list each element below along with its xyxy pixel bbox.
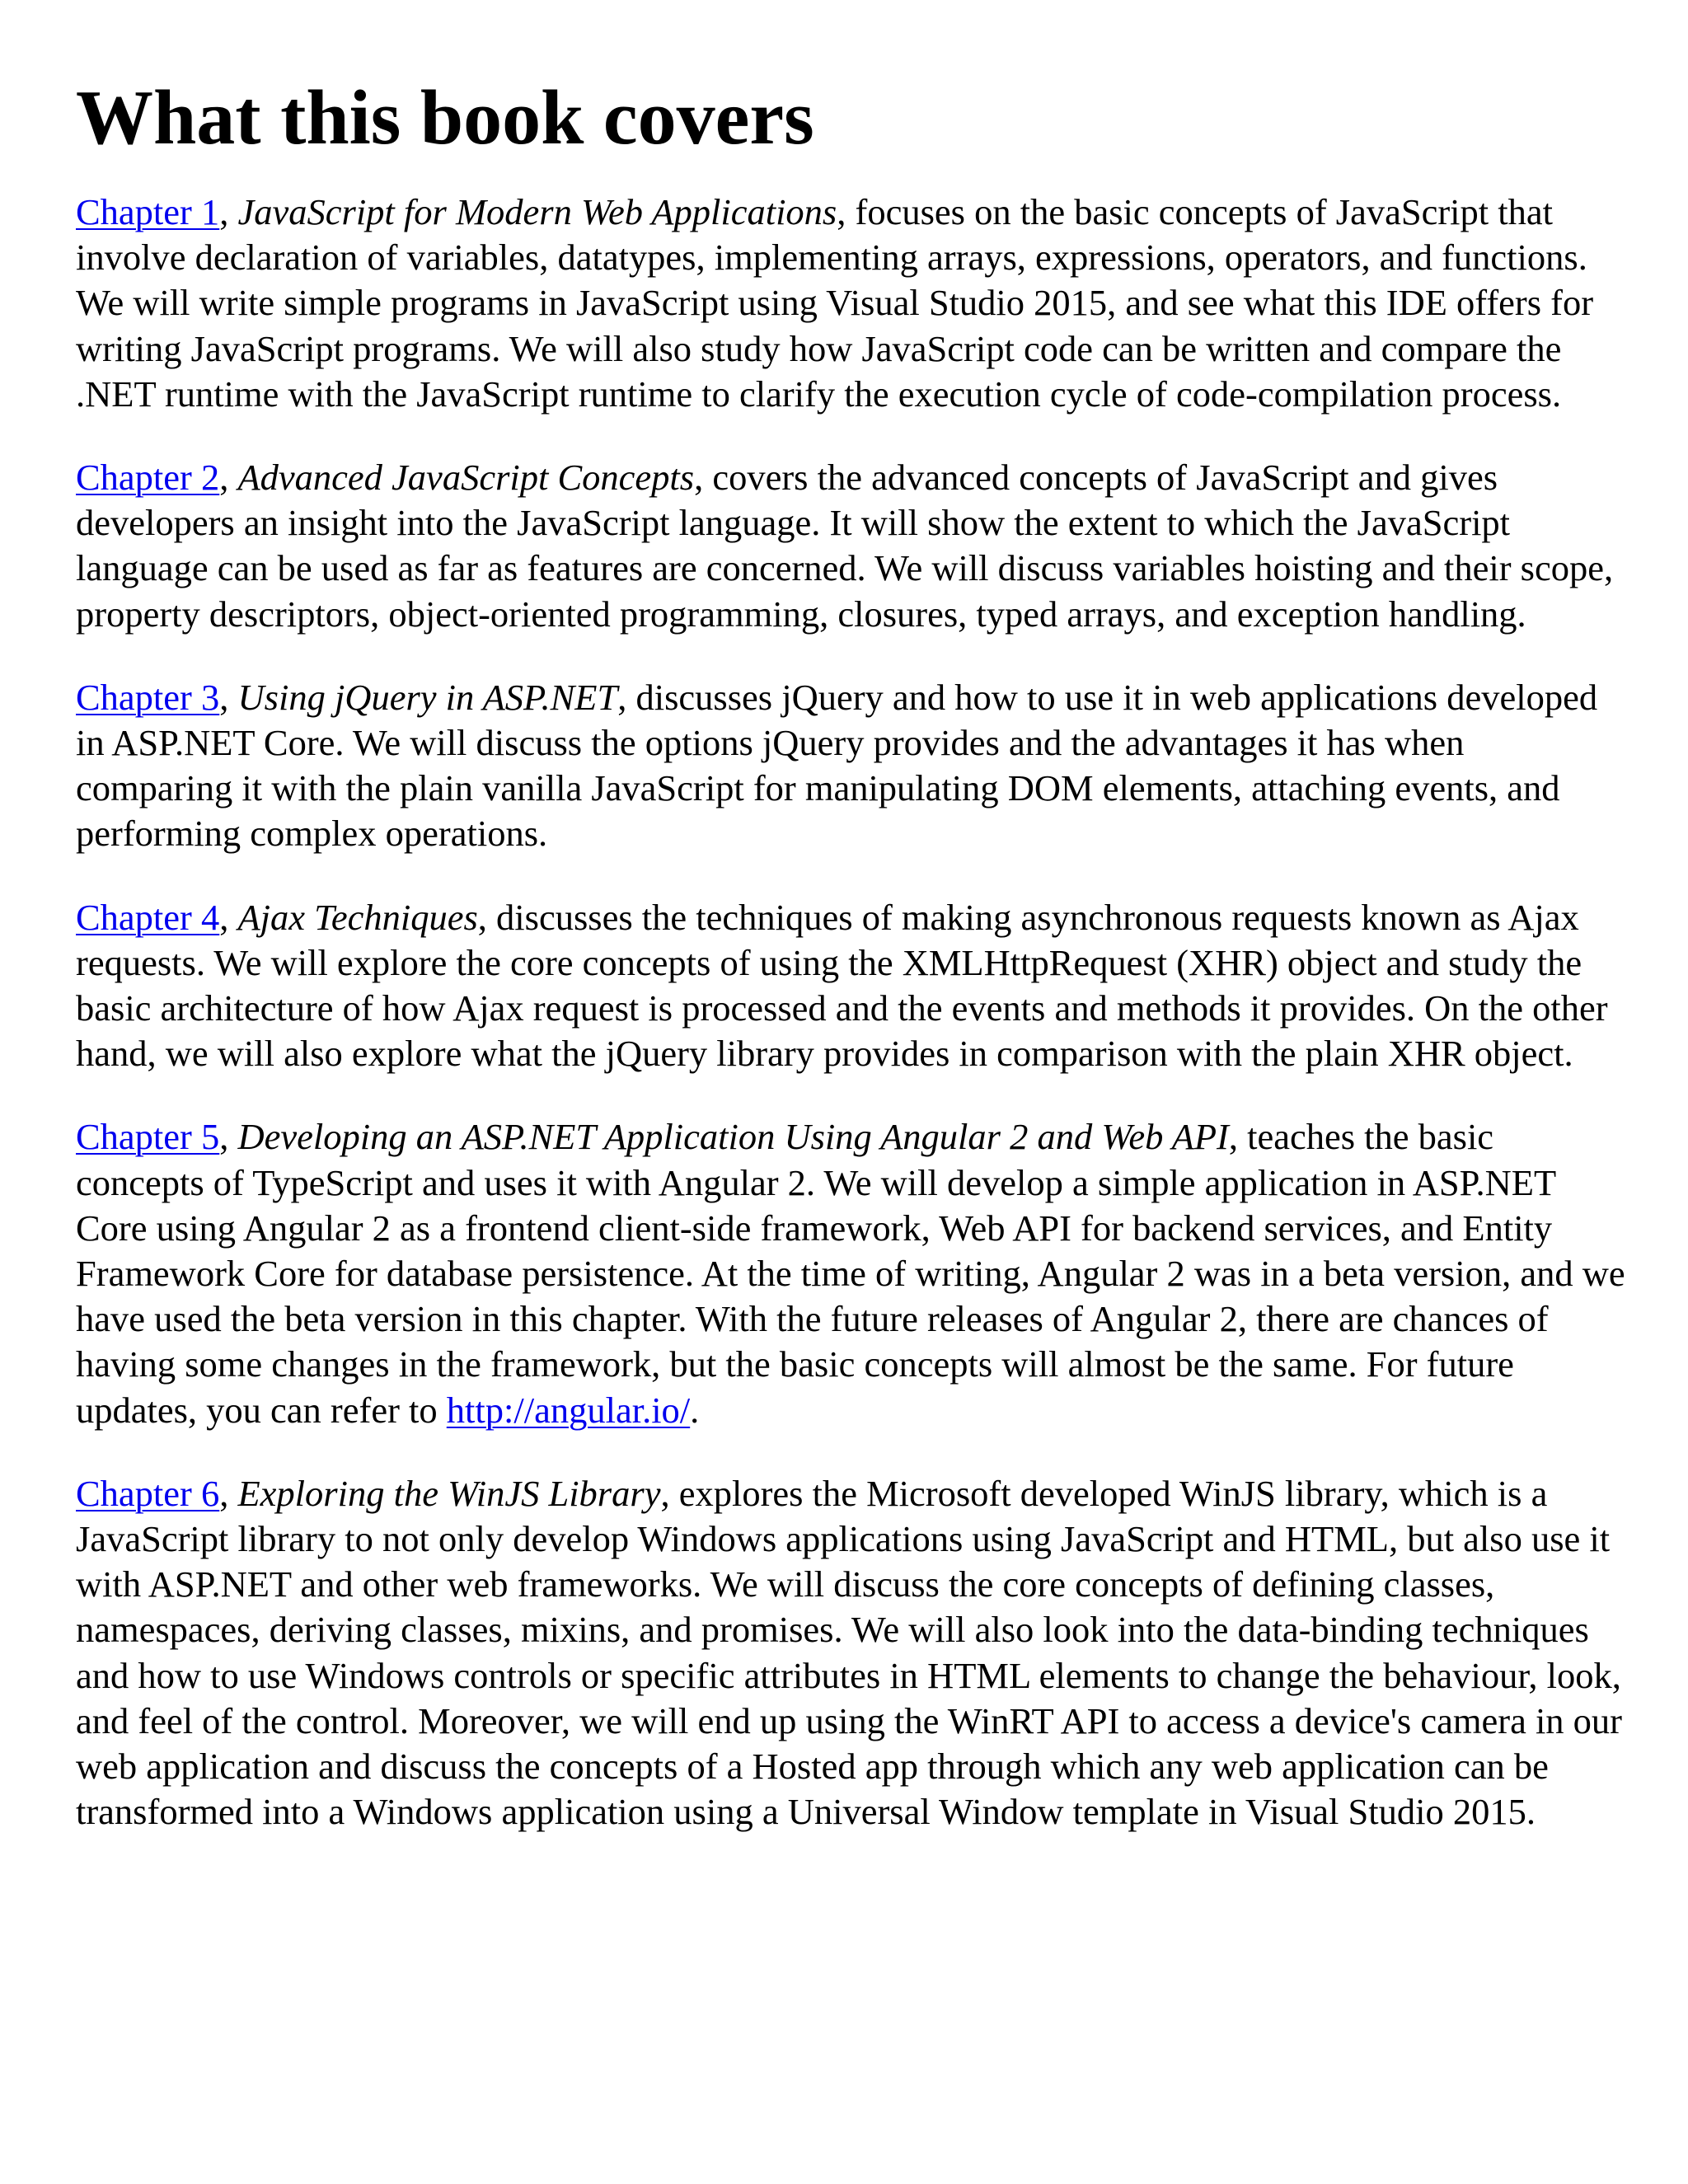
chapter-2-paragraph xyxy=(76,455,1625,637)
chapter-4-description: , discusses the techniques of making asynchronous requests known as Ajax requests. We will explore the core concepts of using the XMLHttpRequest (XHR) object and study the basic architecture of how Ajax request is processed and the events and methods it provides. On the other hand, we will also explore what the jQuery library provides in comparison with the plain XHR object. xyxy=(76,896,1608,1075)
chapter-3-link[interactable]: Chapter 3 xyxy=(76,676,220,718)
chapter-5-tail: . xyxy=(690,1389,700,1431)
chapter-3-title: Using jQuery in ASP.NET xyxy=(237,676,618,718)
chapter-5-description: , teaches the basic concepts of TypeScript and uses it with Angular 2. We will develop a simple application in ASP.NET Core using Angular 2 as a frontend client-side framework, Web API for backend services, and Entity Framework Core for database persistence. At the time of writing, Angular 2 was in a beta version, and we have used the beta version in this chapter. With the future releases of Angular 2, there are chances of having some changes in the framework, but the basic concepts will almost be the same. For future updates, you can refer to xyxy=(76,1116,1625,1431)
chapter-3-description: , discusses jQuery and how to use it in web applications developed in ASP.NET Core. We will discuss the options jQuery provides and the advantages it has when comparing it with the plain vanilla JavaScript for manipulating DOM elements, attaching events, and performing complex operations. xyxy=(76,676,1598,855)
chapter-2-link[interactable]: Chapter 2 xyxy=(76,457,220,499)
angular-url-link[interactable]: http://angular.io/ xyxy=(446,1389,691,1431)
chapter-4-separator: , xyxy=(219,896,238,938)
chapter-2-title: Advanced JavaScript Concepts xyxy=(237,457,695,499)
chapter-1-separator: , xyxy=(219,191,238,232)
chapter-4-title: Ajax Techniques xyxy=(237,896,478,938)
page-heading: What this book covers xyxy=(76,75,814,161)
chapter-6-paragraph xyxy=(76,1471,1625,1835)
chapter-6-link[interactable]: Chapter 6 xyxy=(76,1472,220,1514)
chapter-2-separator: , xyxy=(219,457,238,499)
chapter-4-paragraph xyxy=(76,895,1625,1077)
chapter-1-description: , focuses on the basic concepts of JavaScript that involve declaration of variables, datatypes, implementing arrays, expressions, operators, and functions. We will write simple programs in JavaScript using Visual Studio 2015, and see what this IDE offers for writing JavaScript programs. We will also study how JavaScript code can be written and compare the .NET runtime with the JavaScript runtime to clarify the execution cycle of code-compilation process. xyxy=(76,191,1594,415)
chapter-1-title: JavaScript for Modern Web Applications xyxy=(237,191,837,232)
document-page xyxy=(76,73,1625,1873)
chapter-3-paragraph xyxy=(76,675,1625,857)
chapter-5-link[interactable]: Chapter 5 xyxy=(76,1116,220,1158)
chapter-6-title: Exploring the WinJS Library xyxy=(237,1472,661,1514)
chapter-1-link[interactable]: Chapter 1 xyxy=(76,191,220,232)
chapter-5-paragraph xyxy=(76,1114,1625,1432)
chapter-6-description: , explores the Microsoft developed WinJS library, which is a JavaScript library to not only develop Windows applications using JavaScript and HTML, but also use it with ASP.NET and other web frameworks. We will discuss the core concepts of defining classes, namespaces, deriving classes, mixins, and promises. We will also look into the data-binding techniques and how to use Windows controls or specific attributes in HTML elements to change the behaviour, look, and feel of the control. Moreover, we will end up using the WinRT API to access a device's camera in our web application and discuss the concepts of a Hosted app through which any web application can be transformed into a Windows application using a Universal Window template in Visual Studio 2015. xyxy=(76,1472,1622,1833)
chapter-2-description: , covers the advanced concepts of JavaScript and gives developers an insight into the JavaScript language. It will show the extent to which the JavaScript language can be used as far as features are concerned. We will discuss variables hoisting and their scope, property descriptors, object-oriented programming, closures, typed arrays, and exception handling. xyxy=(76,457,1614,635)
chapter-5-separator: , xyxy=(219,1116,238,1158)
chapter-4-link[interactable]: Chapter 4 xyxy=(76,896,220,938)
chapter-1-paragraph xyxy=(76,190,1625,417)
chapter-5-title: Developing an ASP.NET Application Using Angular 2 and Web API xyxy=(237,1116,1229,1158)
chapter-6-separator: , xyxy=(219,1472,238,1514)
chapter-3-separator: , xyxy=(219,676,238,718)
